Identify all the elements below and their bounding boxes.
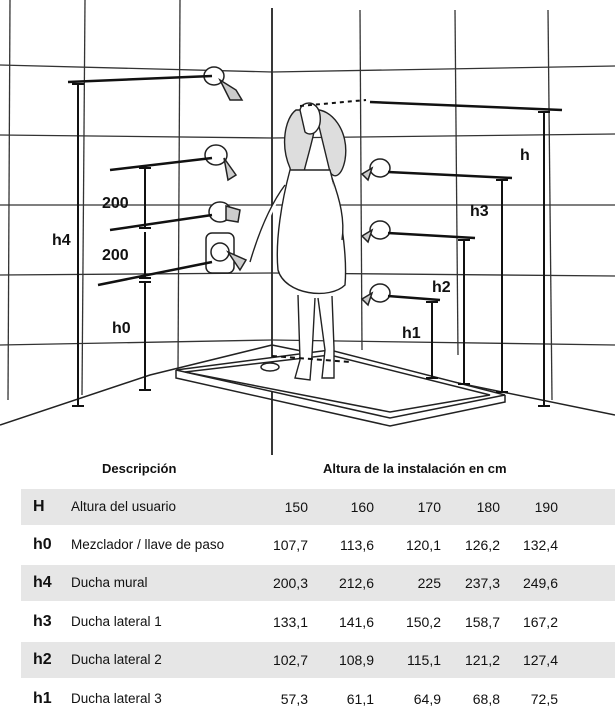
- row-code: h0: [33, 536, 52, 553]
- row-value: 160: [350, 499, 374, 515]
- row-code: h2: [33, 651, 52, 668]
- label-h4: h4: [52, 232, 71, 249]
- row-description: Ducha lateral 3: [71, 691, 162, 706]
- upper-valve-icon: [205, 145, 236, 180]
- row-value: 102,7: [272, 652, 308, 668]
- row-value: 212,6: [338, 575, 374, 591]
- header-description: Descripción: [102, 461, 177, 476]
- wall-shower-head-icon: [204, 67, 242, 100]
- row-value: 108,9: [338, 652, 374, 668]
- header-heights: Altura de la instalación en cm: [323, 461, 507, 476]
- row-value: 121,2: [464, 652, 500, 668]
- row-value: 158,7: [464, 614, 500, 630]
- row-value: 113,6: [340, 537, 374, 553]
- label-h0: h0: [112, 320, 131, 337]
- label-h3: h3: [470, 203, 489, 220]
- table-row: [21, 681, 615, 717]
- row-value: 167,2: [522, 614, 558, 630]
- row-value: 133,1: [272, 614, 308, 630]
- mixer-icon: [206, 233, 246, 273]
- row-value: 61,1: [346, 691, 374, 707]
- table-row: [21, 642, 615, 678]
- row-code: H: [33, 498, 45, 515]
- side-jet-3-icon: [362, 284, 390, 305]
- row-description: Ducha lateral 1: [71, 614, 162, 629]
- row-value: 237,3: [464, 575, 500, 591]
- row-value: 190: [534, 499, 558, 515]
- label-h1: h1: [402, 325, 421, 342]
- row-value: 107,7: [272, 537, 308, 553]
- row-value: 180: [476, 499, 500, 515]
- row-code: h4: [33, 574, 52, 591]
- row-value: 120,1: [405, 537, 441, 553]
- row-description: Ducha mural: [71, 575, 148, 590]
- row-value: 115,1: [407, 652, 441, 668]
- row-value: 127,4: [522, 652, 558, 668]
- row-value: 249,6: [522, 575, 558, 591]
- row-value: 200,3: [272, 575, 308, 591]
- row-description: Altura del usuario: [71, 499, 177, 514]
- row-value: 132,4: [522, 537, 558, 553]
- row-value: 57,3: [280, 691, 308, 707]
- side-jet-1-icon: [362, 159, 390, 180]
- row-code: h3: [33, 613, 52, 630]
- row-value: 225: [417, 575, 441, 591]
- row-code: h1: [33, 690, 52, 707]
- user-figure: [250, 103, 346, 380]
- row-value: 68,8: [472, 691, 500, 707]
- row-value: 126,2: [464, 537, 500, 553]
- label-h2: h2: [432, 279, 451, 296]
- label-h: h: [520, 147, 530, 164]
- installation-height-table: [0, 455, 615, 725]
- side-jet-2-icon: [362, 221, 390, 242]
- table-row: [21, 604, 615, 640]
- label-200-upper: 200: [102, 195, 129, 212]
- table-row: [21, 565, 615, 601]
- row-value: 150,2: [405, 614, 441, 630]
- row-value: 141,6: [338, 614, 374, 630]
- row-value: 150: [284, 499, 308, 515]
- row-value: 72,5: [530, 691, 558, 707]
- row-description: Mezclador / llave de paso: [71, 537, 225, 552]
- label-200-lower: 200: [102, 247, 129, 264]
- shower-tray: [176, 350, 505, 426]
- table-row: [21, 489, 615, 525]
- left-wall-tiles: [0, 0, 272, 400]
- row-value: 170: [417, 499, 441, 515]
- table-row: [21, 527, 615, 563]
- row-value: 64,9: [413, 691, 441, 707]
- row-description: Ducha lateral 2: [71, 652, 162, 667]
